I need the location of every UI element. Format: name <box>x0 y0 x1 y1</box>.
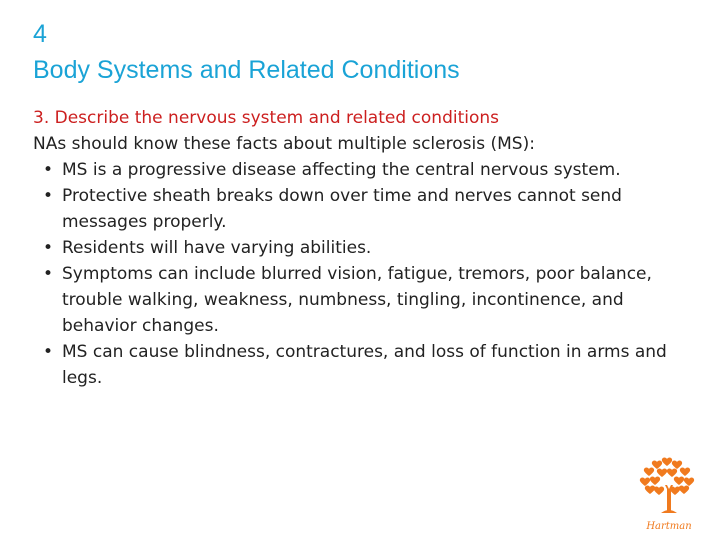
bullet-dot-icon: • <box>43 264 54 284</box>
bullet-text: MS can cause blindness, contractures, and loss of function in arms and legs. <box>62 342 667 388</box>
bullet-dot-icon: • <box>43 160 54 180</box>
bullet-item <box>33 235 693 261</box>
hartman-logo <box>637 455 701 535</box>
learning-objective: 3. Describe the nervous system and related conditions <box>33 108 500 128</box>
heart-tree-logo-icon <box>637 455 701 535</box>
bullet-text: Residents will have varying abilities. <box>62 238 372 258</box>
logo-text: Hartman <box>646 521 692 532</box>
bullet-text: Protective sheath breaks down over time and nerves cannot send messages properly. <box>62 186 622 232</box>
bullet-item <box>33 339 693 391</box>
bullet-item <box>33 157 693 183</box>
bullet-item <box>33 261 693 339</box>
intro-text: NAs should know these facts about multiple sclerosis (MS): <box>33 134 535 154</box>
bullet-item <box>33 183 693 235</box>
bullet-text: MS is a progressive disease affecting the central nervous system. <box>62 160 621 180</box>
bullet-dot-icon: • <box>43 238 54 258</box>
bullet-list <box>33 157 693 391</box>
bullet-dot-icon: • <box>43 186 54 206</box>
bullet-text: Symptoms can include blurred vision, fatigue, tremors, poor balance, trouble walking, weakness, numbness, tingling, incontinence, and behavior changes. <box>62 264 652 336</box>
chapter-number: 4 <box>33 20 47 48</box>
slide-content <box>33 105 693 391</box>
bullet-dot-icon: • <box>43 342 54 362</box>
chapter-title: Body Systems and Related Conditions <box>33 56 460 84</box>
